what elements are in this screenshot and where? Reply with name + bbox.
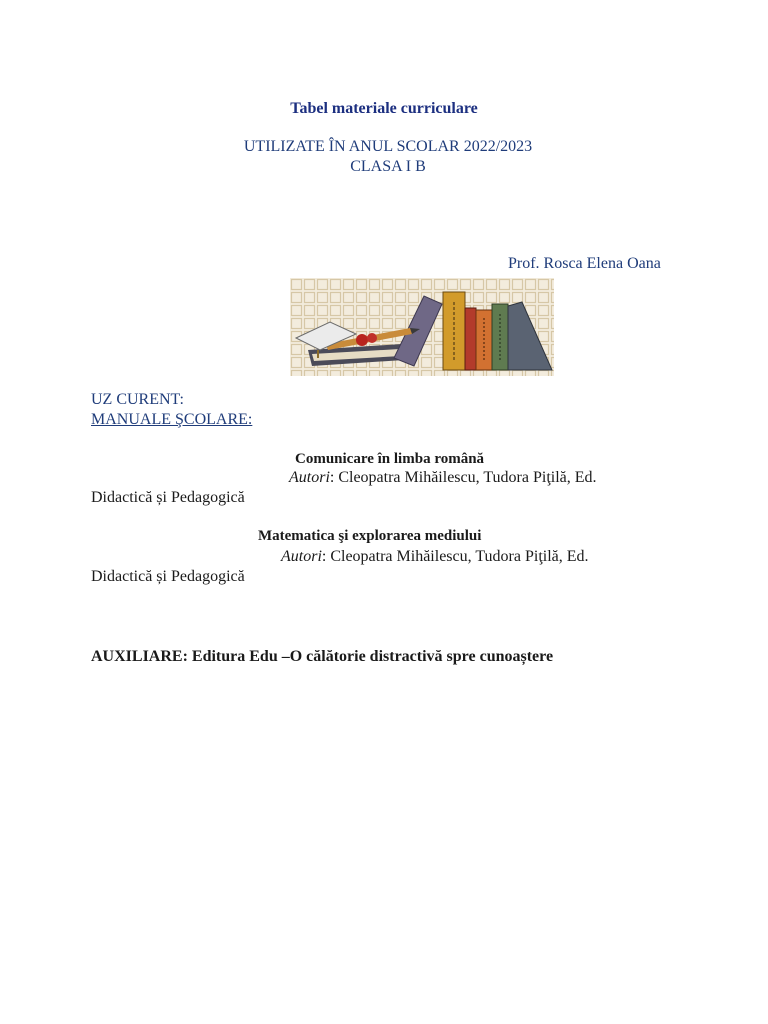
book-publisher: Didactică și Pedagogică <box>91 489 245 506</box>
book-title: Comunicare în limba română <box>295 451 485 467</box>
document-subtitle <box>0 137 768 177</box>
book-title: Matematica şi explorarea mediului <box>258 528 482 544</box>
document-title: Tabel materiale curriculare <box>290 100 478 117</box>
subtitle-school-year: UTILIZATE ÎN ANUL SCOLAR 2022/2023 <box>243 138 533 155</box>
book-publisher: Didactică și Pedagogică <box>91 568 245 585</box>
subtitle-class: CLASA I B <box>350 158 426 175</box>
section-manuale-scolare: MANUALE ŞCOLARE: <box>91 411 253 428</box>
authors-label: Autori <box>281 548 322 565</box>
authors-names: : Cleopatra Mihăilescu, Tudora Piţilă, Ed. <box>329 469 597 486</box>
book-authors <box>281 548 589 566</box>
book-authors <box>289 469 597 487</box>
authors-label: Autori <box>289 469 330 486</box>
authors-names: : Cleopatra Mihăilescu, Tudora Piţilă, Ed. <box>321 548 589 565</box>
books-and-graduation-cap-icon <box>290 278 554 376</box>
auxiliary-materials: AUXILIARE: Editura Edu –O călătorie distractivă spre cunoaștere <box>91 648 554 665</box>
section-uz-curent: UZ CURENT: <box>91 391 184 408</box>
teacher-name: Prof. Rosca Elena Oana <box>508 255 661 272</box>
